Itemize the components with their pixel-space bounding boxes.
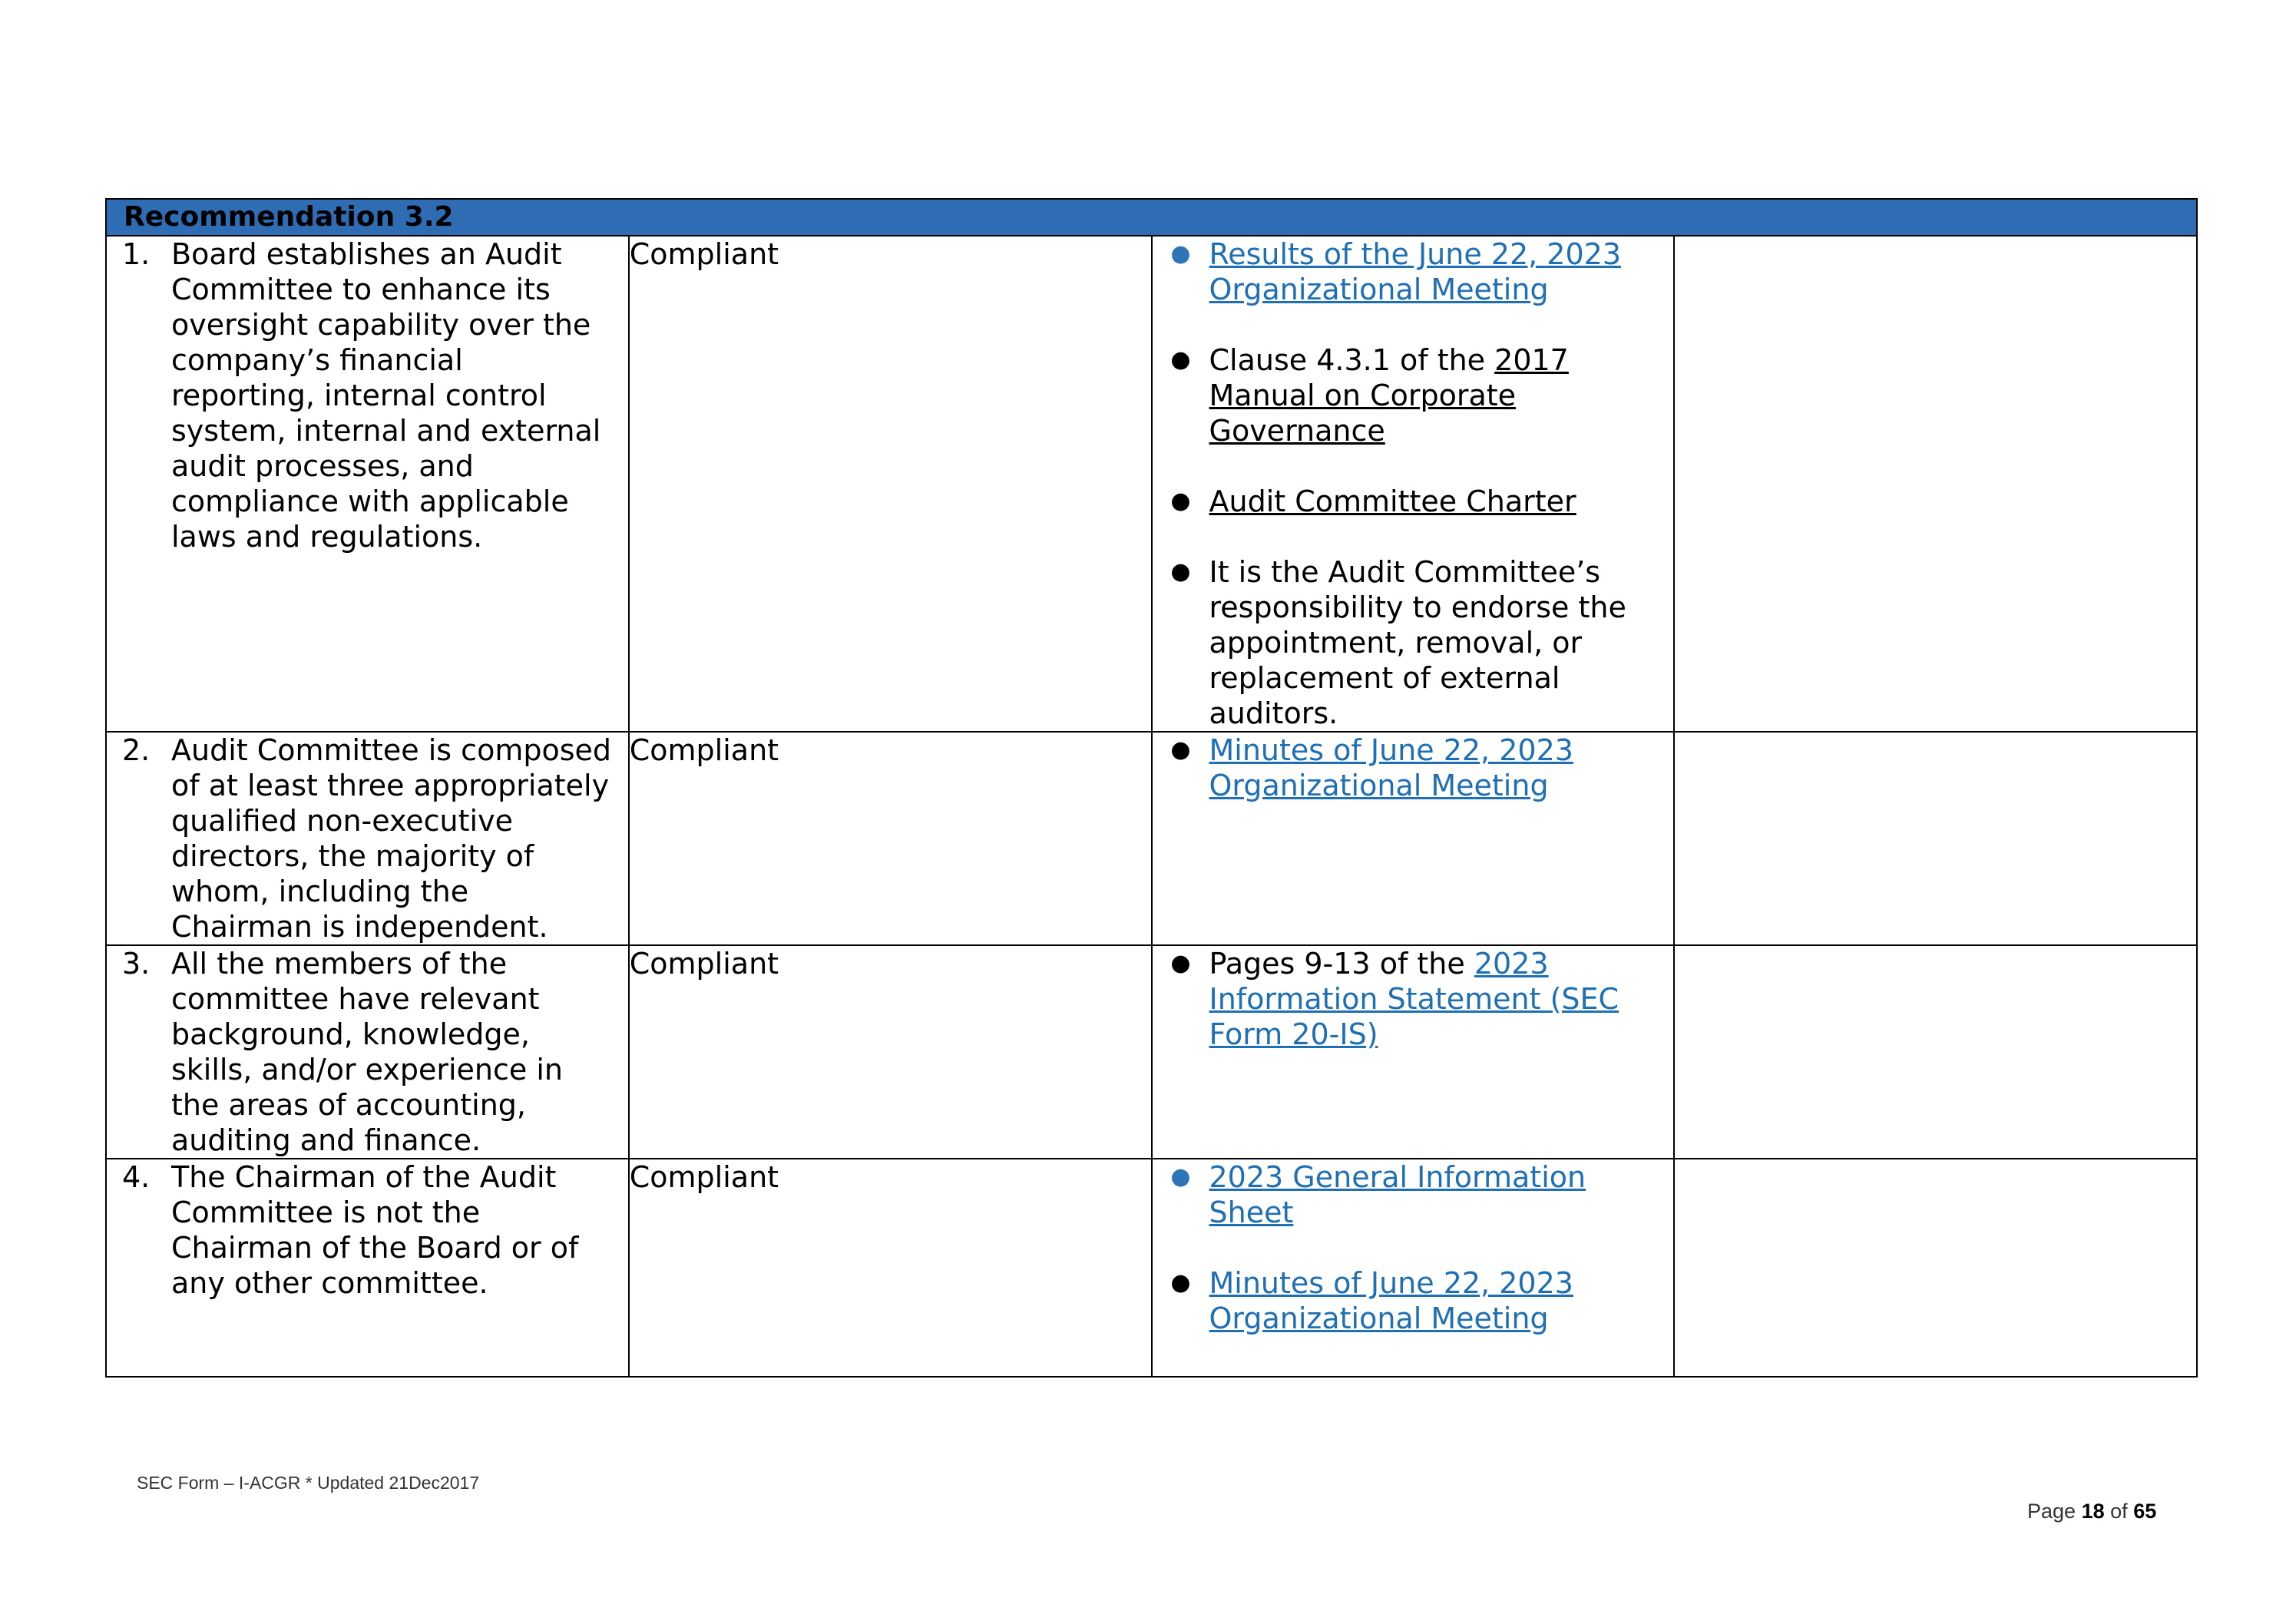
item-number: 4. bbox=[122, 1160, 151, 1194]
recommendation-cell bbox=[106, 1159, 629, 1377]
evidence-cell bbox=[1152, 945, 1675, 1159]
evidence-item bbox=[1153, 236, 1662, 307]
bullet-icon: ● bbox=[1170, 346, 1191, 373]
recommendation-table bbox=[105, 198, 2198, 1378]
bullet-icon: ● bbox=[1170, 1269, 1191, 1296]
item-number: 2. bbox=[122, 733, 151, 767]
item-text: Audit Committee is composed of at least three appropriately qualified non-executive directors, the majority of whom, including the Chairman is independent. bbox=[171, 733, 612, 944]
table-row bbox=[106, 236, 2197, 732]
table-row bbox=[106, 1159, 2197, 1377]
remarks-cell bbox=[1674, 1159, 2197, 1377]
evidence-link[interactable]: Minutes of June 22, 2023 Organizational Meeting bbox=[1209, 733, 1573, 802]
evidence-cell bbox=[1152, 732, 1675, 945]
evidence-item bbox=[1153, 733, 1662, 803]
evidence-text: Pages 9-13 of the bbox=[1209, 947, 1474, 981]
form-footer-label: SEC Form – I-ACGR * Updated 21Dec2017 bbox=[137, 1473, 480, 1493]
evidence-link[interactable]: 2023 General Information Sheet bbox=[1209, 1160, 1586, 1229]
evidence-item bbox=[1153, 1159, 1662, 1230]
remarks-cell bbox=[1674, 945, 2197, 1159]
bullet-icon: ● bbox=[1170, 736, 1191, 763]
bullet-icon: ● bbox=[1170, 950, 1191, 977]
evidence-item bbox=[1153, 342, 1662, 448]
bullet-icon: ● bbox=[1170, 558, 1191, 585]
page-total: 65 bbox=[2133, 1500, 2157, 1523]
status-cell: Compliant bbox=[629, 732, 1152, 945]
table-header-row bbox=[106, 199, 2197, 236]
recommendation-cell bbox=[106, 732, 629, 945]
evidence-cell bbox=[1152, 236, 1675, 732]
item-text: The Chairman of the Audit Committee is not the Chairman of the Board or of any other committee. bbox=[171, 1160, 579, 1300]
remarks-cell bbox=[1674, 236, 2197, 732]
bullet-icon: ● bbox=[1170, 240, 1191, 267]
table-row bbox=[106, 945, 2197, 1159]
item-text: All the members of the committee have relevant background, knowledge, skills, and/or experience in the areas of accounting, auditing and finance. bbox=[171, 947, 564, 1157]
page-current: 18 bbox=[2081, 1500, 2105, 1523]
status-cell: Compliant bbox=[629, 236, 1152, 732]
evidence-link[interactable]: Minutes of June 22, 2023 Organizational Meeting bbox=[1209, 1266, 1573, 1335]
bullet-icon: ● bbox=[1170, 1163, 1191, 1190]
evidence-item bbox=[1153, 946, 1662, 1052]
evidence-text: It is the Audit Committee’s responsibility to endorse the appointment, removal, or replacement of external auditors. bbox=[1209, 555, 1626, 730]
page-number bbox=[2027, 1500, 2156, 1523]
page-of: of bbox=[2110, 1500, 2128, 1523]
recommendation-heading: Recommendation 3.2 bbox=[106, 199, 2197, 236]
evidence-text: Clause 4.3.1 of the bbox=[1209, 343, 1495, 377]
item-number: 1. bbox=[122, 237, 151, 271]
item-text: Board establishes an Audit Committee to enhance its oversight capability over the company’s financial reporting, internal control system, internal and external audit processes, and compliance with applicable laws and regulations. bbox=[171, 237, 601, 554]
status-cell: Compliant bbox=[629, 1159, 1152, 1377]
recommendation-cell bbox=[106, 236, 629, 732]
evidence-doc-reference[interactable]: 2017 Manual on Corporate Governance bbox=[1209, 343, 1569, 448]
evidence-item bbox=[1153, 554, 1662, 731]
evidence-item bbox=[1153, 1265, 1662, 1336]
remarks-cell bbox=[1674, 732, 2197, 945]
evidence-cell bbox=[1152, 1159, 1675, 1377]
table-row bbox=[106, 732, 2197, 945]
page-prefix: Page bbox=[2027, 1500, 2076, 1523]
status-cell: Compliant bbox=[629, 945, 1152, 1159]
evidence-item bbox=[1153, 484, 1662, 519]
evidence-doc-reference[interactable]: Audit Committee Charter bbox=[1209, 485, 1576, 518]
item-number: 3. bbox=[122, 947, 151, 981]
evidence-link[interactable]: Results of the June 22, 2023 Organizational Meeting bbox=[1209, 237, 1621, 306]
recommendation-cell bbox=[106, 945, 629, 1159]
bullet-icon: ● bbox=[1170, 488, 1191, 514]
evidence-link[interactable]: 2023 Information Statement (SEC Form 20-IS) bbox=[1209, 947, 1619, 1051]
